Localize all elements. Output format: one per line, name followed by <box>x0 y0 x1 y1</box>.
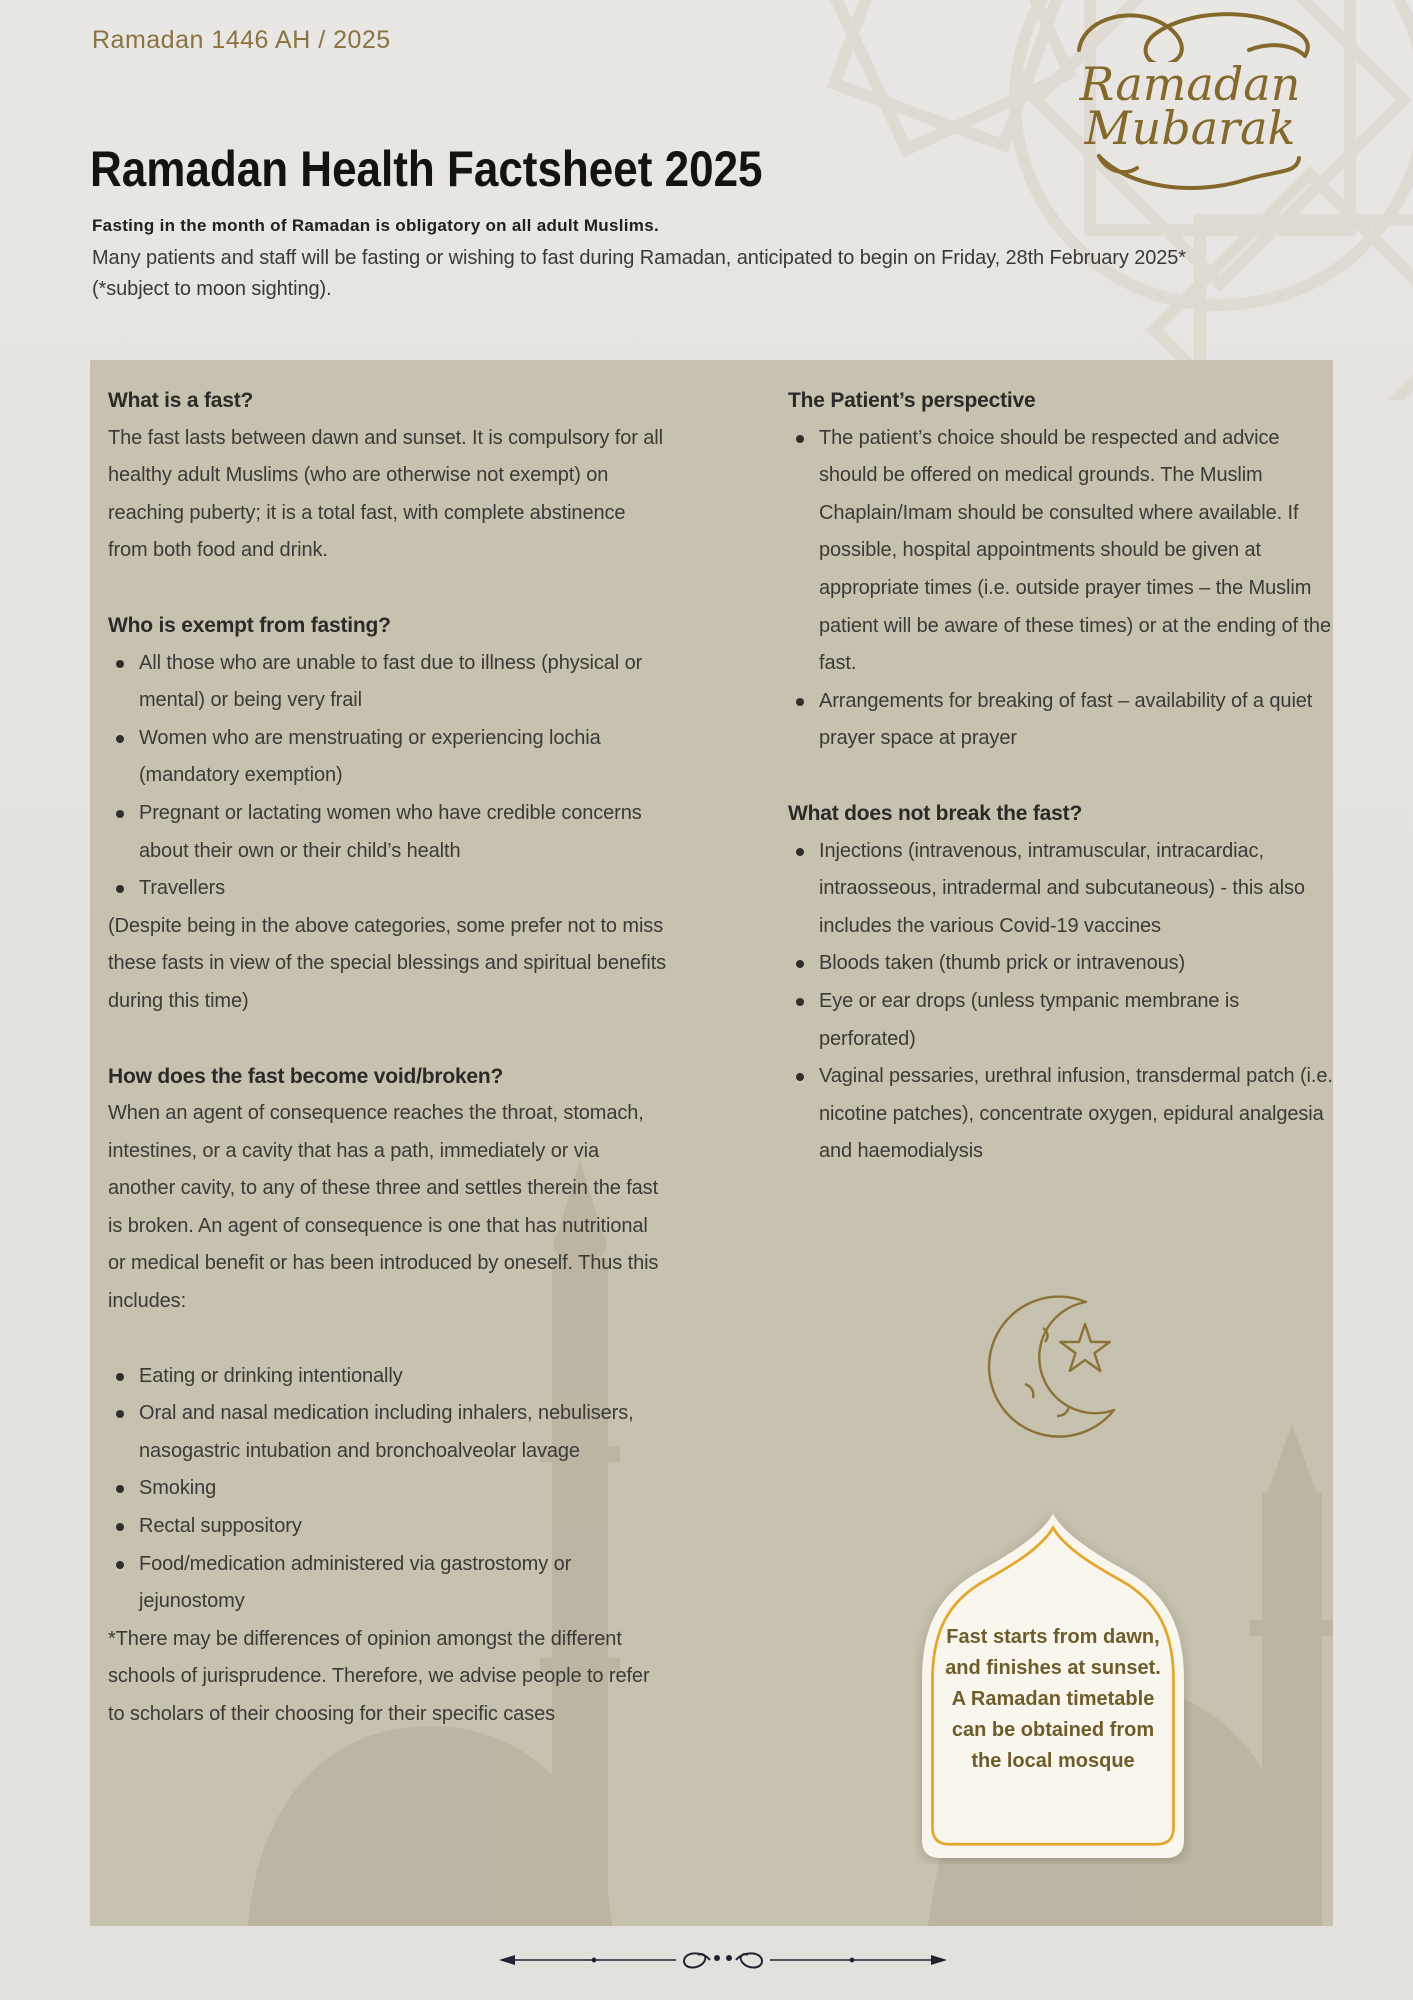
exempt-note: (Despite being in the above categories, some prefer not to miss these fasts in view of the special blessings and spiritual benefits during this time) <box>108 914 667 1012</box>
logo-word-mubarak: Mubarak <box>1084 101 1296 155</box>
list-item: Injections (intravenous, intramuscular, intracardiac, intraosseous, intradermal and subcutaneous) - this also includes the various Covid-19 vaccines <box>788 833 1336 946</box>
ramadan-mubarak-logo <box>1030 6 1350 192</box>
callout-text: Fast starts from dawn, and finishes at sunset. A Ramadan timetable can be obtained from the local mosque <box>945 1626 1161 1772</box>
section-void-broken <box>108 1058 668 1734</box>
list-item: Oral and nasal medication including inhalers, nebulisers, nasogastric intubation and bronchoalveolar lavage <box>108 1395 668 1470</box>
list-item: Pregnant or lactating women who have credible concerns about their own or their child’s health <box>108 795 668 870</box>
list-item: The patient’s choice should be respected and advice should be offered on medical grounds. The Muslim Chaplain/Imam should be consulted where available. If possible, hospital appointments should be given at appropriate times (i.e. outside prayer times – the Muslim patient will be aware of these times) or at the ending of the fast. <box>788 420 1336 683</box>
jurisprudence-footnote: *There may be differences of opinion amongst the different schools of jurisprudence. Therefore, we advise people to refer to scholars of their choosing for their specific cases <box>108 1627 650 1725</box>
list-item: Eye or ear drops (unless tympanic membrane is perforated) <box>788 983 1336 1058</box>
section-who-is-exempt <box>108 607 668 1021</box>
list-item: Vaginal pessaries, urethral infusion, transdermal patch (i.e. nicotine patches), concentrate oxygen, epidural analgesia and haemodialysis <box>788 1058 1336 1171</box>
list-item: Rectal suppository <box>108 1508 668 1546</box>
timetable-callout <box>914 1510 1192 1864</box>
list-item: Arrangements for breaking of fast – availability of a quiet prayer space at prayer <box>788 683 1336 758</box>
section-heading: What is a fast? <box>108 389 254 412</box>
list-item: Smoking <box>108 1470 668 1508</box>
intro-line-1: Many patients and staff will be fasting or wishing to fast during Ramadan, anticipated to begin on Friday, 28th February 2025* <box>92 247 1186 269</box>
list-item: Women who are menstruating or experiencing lochia (mandatory exemption) <box>108 720 668 795</box>
intro-line-2: (*subject to moon sighting). <box>92 278 332 300</box>
flourish-bottom-icon <box>1075 150 1305 192</box>
scroll-divider-icon <box>498 1950 948 1972</box>
section-heading: The Patient’s perspective <box>788 389 1036 412</box>
right-column <box>788 382 1336 1171</box>
flourish-top-icon <box>1065 6 1315 62</box>
section-heading: What does not break the fast? <box>788 801 1083 825</box>
list-item: Travellers <box>108 870 668 908</box>
intro-bold-line: Fasting in the month of Ramadan is obligatory on all adult Muslims. <box>92 216 659 235</box>
section-heading: How does the fast become void/broken? <box>108 1064 504 1088</box>
list-item: Bloods taken (thumb prick or intravenous) <box>788 945 1336 983</box>
exempt-list <box>108 645 668 908</box>
eyebrow-date: Ramadan 1446 AH / 2025 <box>92 26 391 54</box>
intro-paragraph <box>92 243 1372 305</box>
section-paragraph: When an agent of consequence reaches the throat, stomach, intestines, or a cavity that has a path, immediately or via another cavity, to any of these three and settles therein the fast is broken. An agent of consequence is one that has nutritional or medical benefit or has been introduced by oneself. Thus this includes: <box>108 1102 659 1313</box>
logo-word-ramadan: Ramadan <box>1079 57 1301 111</box>
list-item: Food/medication administered via gastrostomy or jejunostomy <box>108 1546 668 1621</box>
list-item: All those who are unable to fast due to illness (physical or mental) or being very frail <box>108 645 668 720</box>
left-column <box>108 382 668 1734</box>
section-patient-perspective <box>788 382 1336 758</box>
section-what-is-a-fast <box>108 382 668 570</box>
section-heading: Who is exempt from fasting? <box>108 613 391 637</box>
section-not-break-fast <box>788 795 1336 1171</box>
patient-list <box>788 420 1336 758</box>
section-paragraph: The fast lasts between dawn and sunset. It is compulsory for all healthy adult Muslims (who are otherwise not exempt) on reaching puberty; it is a total fast, with complete abstinence from both food and drink. <box>108 426 663 562</box>
list-item: Eating or drinking intentionally <box>108 1358 668 1396</box>
not-break-list <box>788 833 1336 1171</box>
void-list <box>108 1358 668 1621</box>
page-title: Ramadan Health Factsheet 2025 <box>90 141 763 197</box>
